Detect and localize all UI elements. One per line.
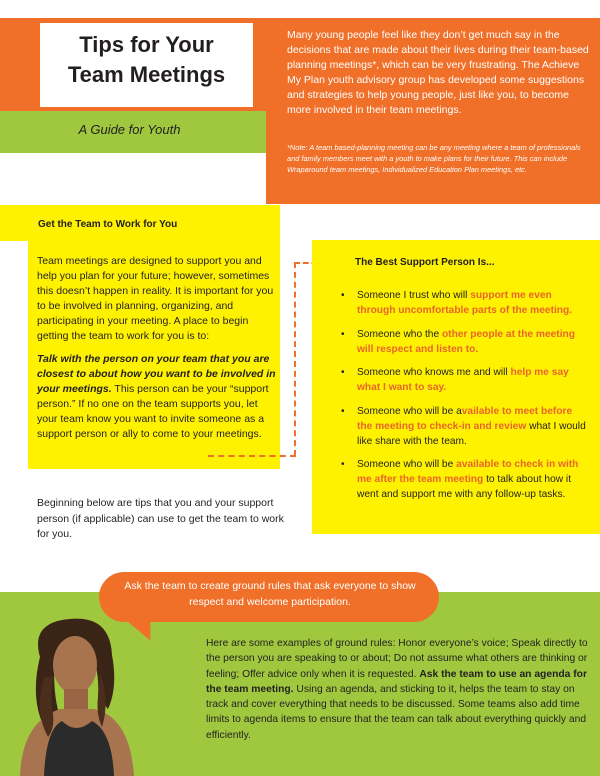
intro-text: Many young people feel like they don’t get much say in the decisions that are made about their lives during their team-based planning meetings*, which can be very frustrating. The Achieve My Plan youth advisory group has developed some suggestions and strategies to help young people, just like you, to become more involved in their team meetings. <box>287 29 589 116</box>
team-work-para-2 <box>37 352 279 443</box>
section-heading-support-person: The Best Support Person Is... <box>355 257 495 268</box>
item-highlight: support me even through uncomfortable parts of the meeting. <box>357 290 573 316</box>
section-heading-team-work: Get the Team to Work for You <box>38 219 178 230</box>
intro-note: *Note: A team based-planning meeting can be any meeting where a team of professionals and family members meet with a youth to make plans for their future. This can include Wraparound team meetings, Individualized Education Plan meetings, etc. <box>287 143 581 174</box>
team-work-body <box>37 254 279 442</box>
tips-intro-text: Beginning below are tips that you and your support person (if applicable) can use to get the team to work for you. <box>37 497 284 540</box>
ground-rules-text <box>206 636 591 743</box>
bullet-icon: • <box>341 328 345 340</box>
team-work-para-2-rest: This person can be your “support person.” If no one on the team supports you, let your team know you want to invite someone as a support person or ally to come to your meetings. <box>37 382 269 441</box>
page-title <box>40 30 253 90</box>
page-subtitle: A Guide for Youth <box>78 122 181 137</box>
connector-dash-lower <box>208 455 296 457</box>
item-text: Someone who will be a <box>357 405 462 417</box>
item-text: Someone who the <box>357 328 442 340</box>
list-item <box>338 404 590 449</box>
agenda-explanation: Using an agenda, and sticking to it, helps the team to stay on track and cover everything that needs to be discussed. Some teams also add time limits to agenda items to ensure that the team can talk about everything quickly and efficiently. <box>206 683 587 741</box>
list-item <box>338 288 590 318</box>
bullet-icon: • <box>341 405 345 417</box>
connector-dash-vertical <box>294 262 296 456</box>
agenda-tip: Ask the team to use an agenda for the team meeting. <box>206 668 587 695</box>
face-shape <box>53 636 97 694</box>
title-line-1: Tips for Your <box>79 32 214 57</box>
intro-box <box>266 18 600 204</box>
item-highlight: other people at the meeting will respect and listen to. <box>357 328 575 355</box>
team-work-emphasis: Talk with the person on your team that you are closest to about how you want to be involved in your meetings. <box>37 352 276 395</box>
bullet-icon: • <box>341 367 345 378</box>
bullet-icon: • <box>341 459 345 470</box>
ground-rules-examples: Here are some examples of ground rules: Honor everyone’s voice; Speak directly to the person you are speaking to or about; Do not assume what others are thinking or feeling; Offer advice only when it is requested. <box>206 638 588 680</box>
bullet-icon: • <box>341 290 345 301</box>
item-highlight: help me say what I want to say. <box>357 367 569 393</box>
team-work-para-1: Team meetings are designed to support you and help you plan for your future; however, sometimes this doesn’t happen in reality. It is important for you to be involved in planning, organizing, and participating in your meeting. A place to begin getting the team to work for you is to: <box>37 255 274 343</box>
item-highlight: available to check in with me after the team meeting <box>357 459 579 485</box>
item-text: Someone who knows me and will <box>357 367 511 378</box>
list-item <box>338 327 590 357</box>
list-item <box>338 457 590 502</box>
list-item <box>338 365 590 395</box>
item-text: Someone who will be <box>357 459 457 470</box>
item-highlight: vailable to meet before the meeting to check-in and review <box>357 405 573 432</box>
speech-bubble-text: Ask the team to create ground rules that ask everyone to show respect and welcome participation. <box>124 580 416 608</box>
item-text: Someone I trust who will <box>357 290 471 301</box>
support-person-list <box>338 288 590 511</box>
title-line-2: Team Meetings <box>67 62 226 87</box>
item-text-end: what I would like share with the team. <box>357 420 586 447</box>
youth-photo <box>0 617 185 776</box>
neck-shape <box>64 689 88 711</box>
item-text-end: to talk about how it went and support me with any follow-up tasks. <box>357 474 572 500</box>
